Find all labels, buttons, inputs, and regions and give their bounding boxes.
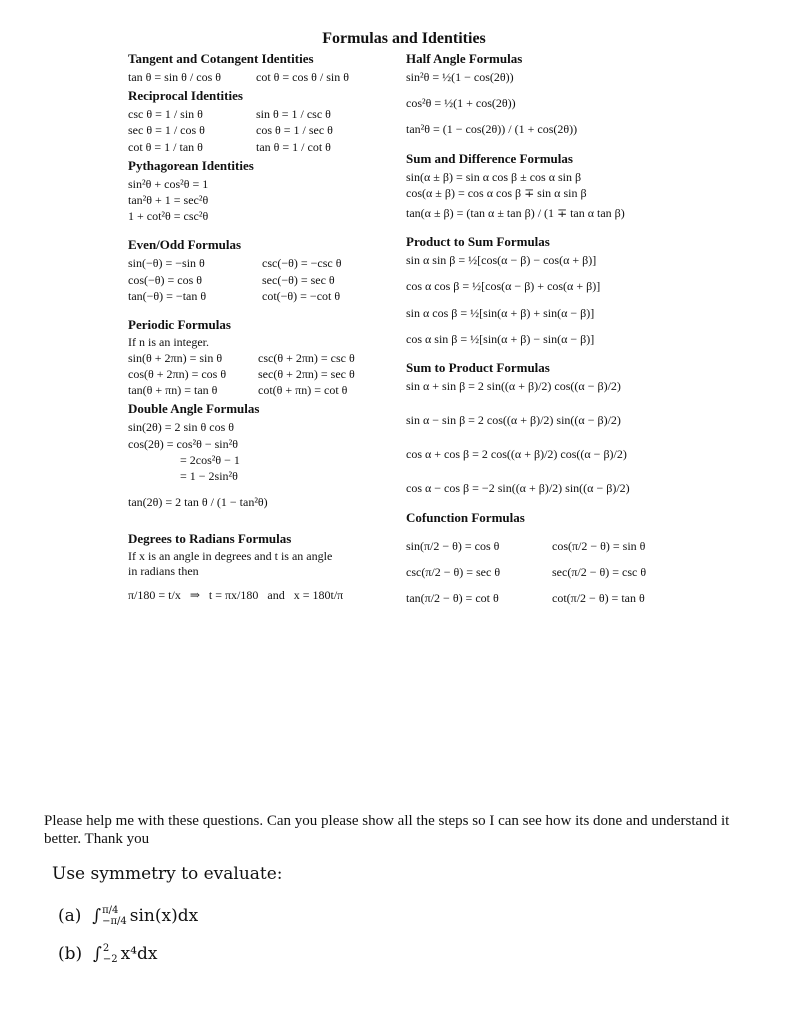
formula: tan²θ + 1 = sec²θ — [128, 192, 209, 207]
product-to-sum-heading: Product to Sum Formulas — [406, 234, 550, 250]
periodic-note: If n is an integer. — [128, 334, 209, 349]
and-text: and — [267, 588, 285, 603]
formula: cos(−θ) = cos θ — [128, 272, 203, 287]
formula: sin(α ± β) = sin α cos β ± cos α sin β — [406, 169, 582, 184]
formula: sin²θ + cos²θ = 1 — [128, 176, 209, 191]
cot-identity: cot θ = cos θ / sin θ — [256, 70, 350, 84]
formula: cot(θ + πn) = cot θ — [258, 383, 348, 398]
periodic-row — [128, 366, 390, 382]
formula: cos α + cos β = 2 cos((α + β)/2) cos((α − β)/2) — [406, 447, 627, 462]
question-request: Please help me with these questions. Can you please show all the steps so I can see how its done and understand it better. Thank you — [44, 813, 730, 847]
formula: csc(θ + 2πn) = csc θ — [258, 350, 355, 365]
formula: π/180 = t/x — [128, 588, 181, 603]
formula: cos²θ = ½(1 + cos(2θ)) — [406, 96, 516, 111]
cofunction-row — [406, 590, 706, 606]
formula: sin(θ + 2πn) = sin θ — [128, 350, 223, 365]
lower-limit: −π/4 — [102, 915, 127, 927]
formula: sin(π/2 − θ) = cos θ — [406, 538, 500, 553]
even-odd-row — [128, 272, 390, 288]
formula: sin α − sin β = 2 cos((α + β)/2) sin((α − β)/2) — [406, 413, 621, 428]
part-a-label: (a) — [58, 906, 82, 926]
tangent-cotangent-heading: Tangent and Cotangent Identities — [128, 51, 314, 66]
formula: sin(−θ) = −sin θ — [128, 256, 205, 271]
reciprocal-row — [128, 122, 390, 138]
formula: cos(α ± β) = cos α cos β ∓ sin α sin β — [406, 185, 587, 200]
reciprocal-row — [128, 106, 390, 122]
formula: tan²θ = (1 − cos(2θ)) / (1 + cos(2θ)) — [406, 122, 578, 137]
lower-limit: −2 — [102, 953, 118, 965]
limits — [102, 906, 127, 927]
periodic-heading: Periodic Formulas — [128, 316, 231, 332]
formula: cot θ = 1 / tan θ — [128, 139, 203, 154]
formula: t = πx/180 — [208, 588, 259, 603]
periodic-row — [128, 382, 390, 398]
formula: sec(−θ) = sec θ — [262, 272, 335, 287]
formula: cos α sin β = ½[sin(α + β) − sin(α − β)] — [406, 331, 595, 346]
reciprocal-heading: Reciprocal Identities — [128, 88, 243, 104]
formula: x = 180t/π — [293, 588, 344, 603]
integral-sign-icon: ∫ — [86, 906, 102, 926]
deg-rad-note: If x is an angle in degrees and t is an angle in radians then — [128, 549, 333, 579]
half-angle-heading: Half Angle Formulas — [406, 51, 523, 66]
cofunction-row — [406, 564, 706, 580]
formula: csc(π/2 − θ) = sec θ — [406, 564, 501, 579]
formula: tan(π/2 − θ) = cot θ — [406, 591, 499, 605]
part-b — [58, 944, 157, 965]
part-b-label: (b) — [58, 944, 83, 964]
reciprocal-row — [128, 139, 390, 155]
formula: sin(2θ) = 2 sin θ cos θ — [128, 420, 235, 435]
right-column — [406, 48, 706, 606]
formula: cot(π/2 − θ) = tan θ — [552, 591, 645, 605]
formula: sec(π/2 − θ) = csc θ — [552, 564, 647, 579]
part-a — [58, 906, 198, 927]
formula: cos α − cos β = −2 sin((α + β)/2) sin((α − β)/2) — [406, 481, 630, 496]
even-odd-row — [128, 288, 390, 304]
formula: tan(−θ) = −tan θ — [128, 288, 207, 303]
tan-identity: tan θ = sin θ / cos θ — [128, 70, 222, 84]
sheet-title: Formulas and Identities — [322, 30, 486, 47]
sum-difference-heading: Sum and Difference Formulas — [406, 150, 573, 166]
upper-limit: π/4 — [102, 905, 119, 916]
even-odd-row — [128, 255, 390, 271]
formula: sec(θ + 2πn) = sec θ — [258, 367, 355, 382]
formula: cos(2θ) = cos²θ − sin²θ — [128, 436, 238, 451]
formula: csc(−θ) = −csc θ — [262, 256, 342, 271]
left-column — [128, 48, 390, 604]
formula: sin θ = 1 / csc θ — [256, 107, 331, 122]
integrand: sin(x)dx — [129, 906, 199, 926]
formula: cos θ = 1 / sec θ — [256, 123, 333, 138]
formula: tan(θ + πn) = tan θ — [128, 383, 218, 398]
formula: sin α sin β = ½[cos(α − β) − cos(α + β)] — [406, 253, 597, 268]
formula: cos(θ + 2πn) = cos θ — [128, 367, 227, 382]
limits — [103, 944, 118, 965]
formula: = 1 − 2sin²θ — [180, 469, 238, 483]
sum-to-product-heading: Sum to Product Formulas — [406, 359, 550, 375]
formula: sin²θ = ½(1 − cos(2θ)) — [406, 70, 514, 84]
integral-sign-icon: ∫ — [87, 944, 102, 964]
cofunction-row — [406, 538, 706, 554]
deg-rad-heading: Degrees to Radians Formulas — [128, 531, 292, 547]
periodic-row — [128, 350, 390, 366]
formula: cos α cos β = ½[cos(α − β) + cos(α + β)] — [406, 279, 601, 294]
formula: csc θ = 1 / sin θ — [128, 107, 203, 122]
upper-limit: 2 — [102, 943, 110, 954]
instruction-text: Use symmetry to evaluate: — [52, 864, 283, 884]
integrand: x⁴dx — [120, 944, 158, 964]
formula: cot(−θ) = −cot θ — [262, 288, 341, 303]
formula: sin α cos β = ½[sin(α + β) + sin(α − β)] — [406, 305, 595, 320]
formula: cos(π/2 − θ) = sin θ — [552, 538, 646, 553]
deg-rad-formulas — [128, 587, 390, 603]
double-angle-heading: Double Angle Formulas — [128, 401, 260, 417]
formula: sec θ = 1 / cos θ — [128, 123, 205, 138]
formula: tan θ = 1 / cot θ — [256, 139, 331, 154]
pythagorean-heading: Pythagorean Identities — [128, 157, 254, 173]
formula: sin α + sin β = 2 sin((α + β)/2) cos((α − β)/2) — [406, 378, 621, 393]
formula: tan(2θ) = 2 tan θ / (1 − tan²θ) — [128, 495, 268, 510]
cofunction-heading: Cofunction Formulas — [406, 509, 525, 525]
implies-arrow-icon: ⇒ — [189, 588, 200, 603]
formula: = 2cos²θ − 1 — [180, 452, 240, 467]
even-odd-heading: Even/Odd Formulas — [128, 237, 242, 253]
formula: tan(α ± β) = (tan α ± tan β) / (1 ∓ tan α tan β) — [406, 205, 625, 220]
formula: 1 + cot²θ = csc²θ — [128, 209, 209, 224]
